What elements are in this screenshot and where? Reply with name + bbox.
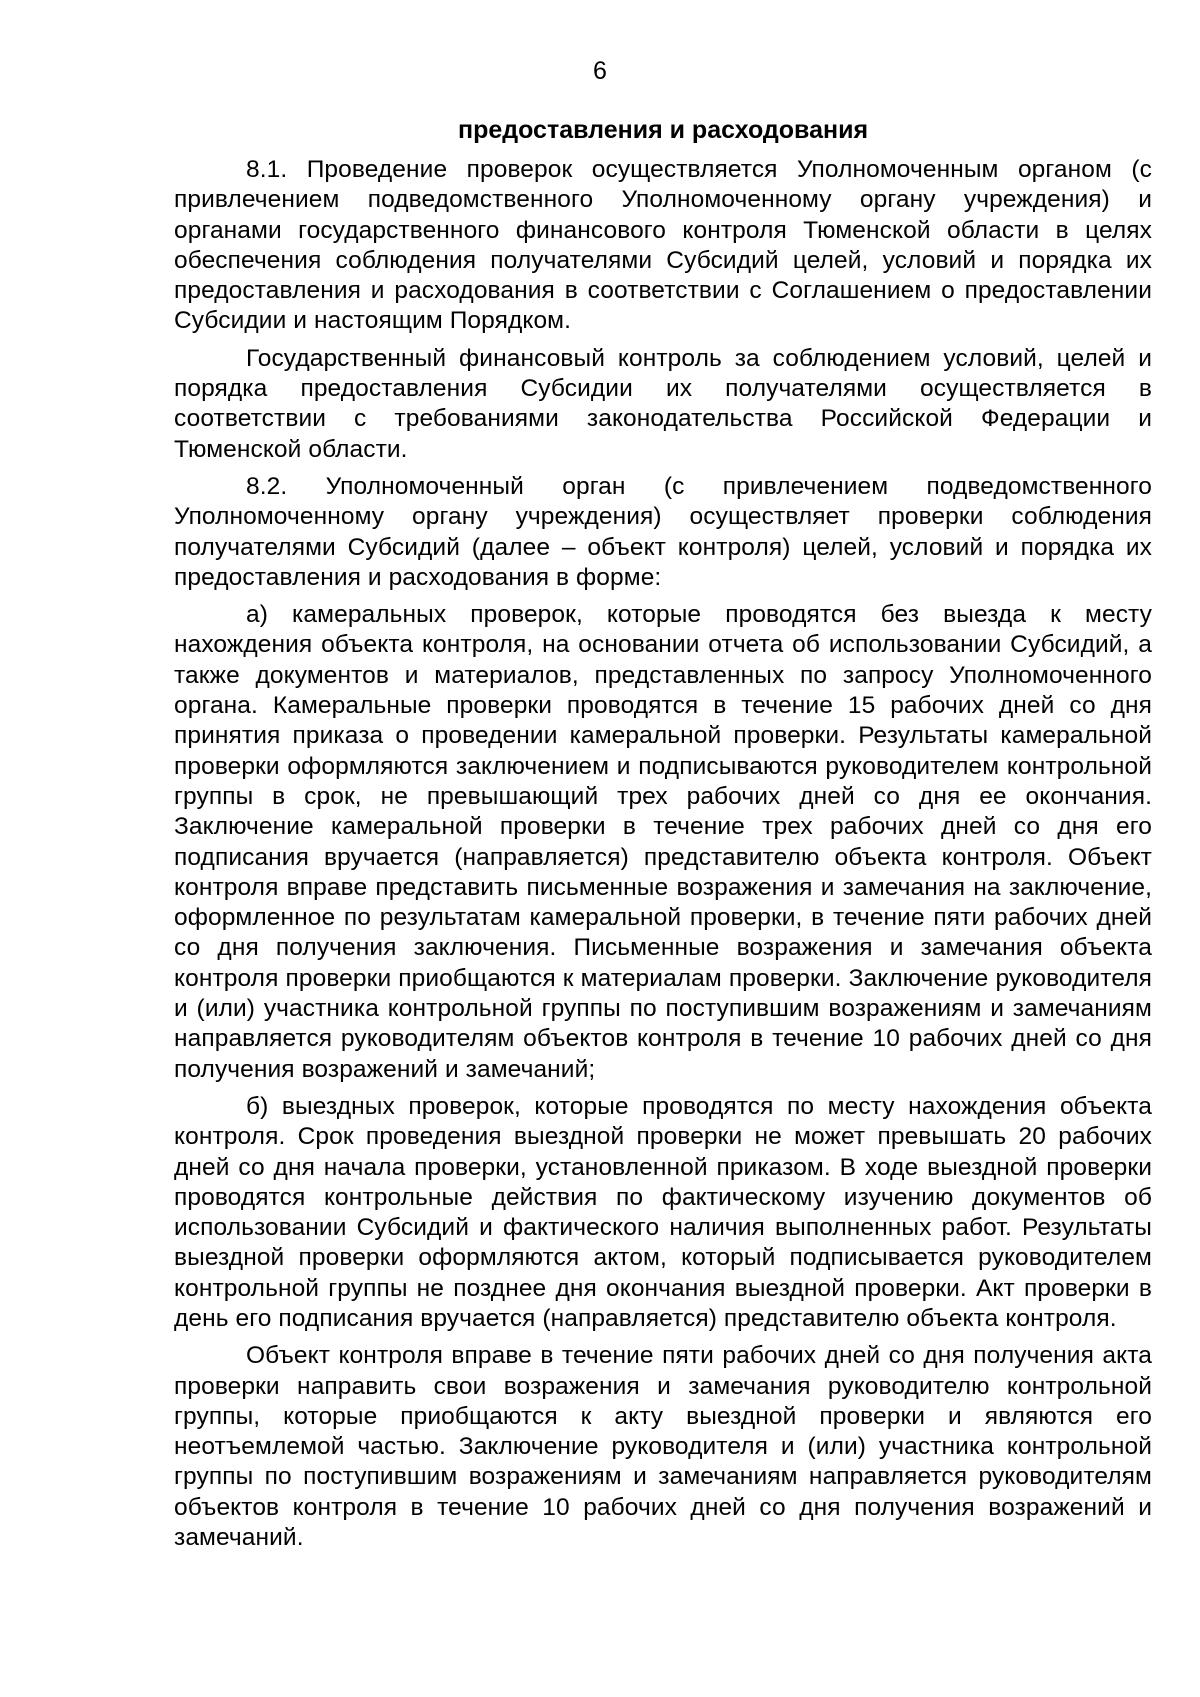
paragraph-state-financial-control: Государственный финансовый контроль за соблюдением условий, целей и порядка предоставления Субсидии их получателями осуществляется в соответствии с требованиями законодательства Российской Федерации и Тюменской области. xyxy=(174,344,1152,463)
paragraph-8-1: 8.1. Проведение проверок осуществляется Уполномоченным органом (с привлечением подведомственного Уполномоченному органу учреждения) и органами государственного финансового контроля Тюменской области в целях обеспечения соблюдения получателями Субсидий целей, условий и порядка их предоставления и расходования в соответствии с Соглашением о предоставлении Субсидии и настоящим Порядком. xyxy=(174,156,1152,335)
paragraph-desk-audits: а) камеральных проверок, которые проводятся без выезда к месту нахождения объекта контроля, на основании отчета об использовании Субсидий, а также документов и материалов, представленных по запросу Уполномоченного органа. Камеральные проверки проводятся в течение 15 рабочих дней со дня принятия приказа о проведении камеральной проверки. Результаты камеральной проверки оформляются заключением и подписываются руководителем контрольной группы в срок, не превышающий трех рабочих дней со дня ее окончания. Заключение камеральной проверки в течение трех рабочих дней со дня его подписания вручается (направляется) представителю объекта контроля. Объект контроля вправе представить письменные возражения и замечания на заключение, оформленное по результатам камеральной проверки, в течение пяти рабочих дней со дня получения заключения. Письменные возражения и замечания объекта контроля проверки приобщаются к материалам проверки. Заключение руководителя и (или) участника контрольной группы по поступившим возражениям и замечаниям направляется руководителям объектов контроля в течение 10 рабочих дней со дня получения возражений и замечаний; xyxy=(174,601,1152,1083)
paragraph-8-2: 8.2. Уполномоченный орган (с привлечением подведомственного Уполномоченному органу учреждения) осуществляет проверки соблюдения получателями Субсидий (далее – объект контроля) целей, условий и порядка их предоставления и расходования в форме: xyxy=(174,472,1152,591)
paragraph-field-audits: б) выездных проверок, которые проводятся по месту нахождения объекта контроля. Срок проведения выездной проверки не может превышать 20 рабочих дней со дня начала проверки, установленной приказом. В ходе выездной проверки проводятся контрольные действия по фактическому изучению документов об использовании Субсидий и фактического наличия выполненных работ. Результаты выездной проверки оформляются актом, который подписывается руководителем контрольной группы не позднее дня окончания выездной проверки. Акт проверки в день его подписания вручается (направляется) представителю объекта контроля. xyxy=(174,1092,1152,1332)
document-body xyxy=(174,155,1152,1560)
section-heading: предоставления и расходования xyxy=(457,116,869,144)
paragraph-objections: Объект контроля вправе в течение пяти рабочих дней со дня получения акта проверки направить свои возражения и замечания руководителю контрольной группы, которые приобщаются к акту выездной проверки и являются его неотъемлемой частью. Заключение руководителя и (или) участника контрольной группы по поступившим возражениям и замечаниям направляется руководителям объектов контроля в течение 10 рабочих дней со дня получения возражений и замечаний. xyxy=(174,1342,1152,1552)
page-number: 6 xyxy=(593,57,607,85)
